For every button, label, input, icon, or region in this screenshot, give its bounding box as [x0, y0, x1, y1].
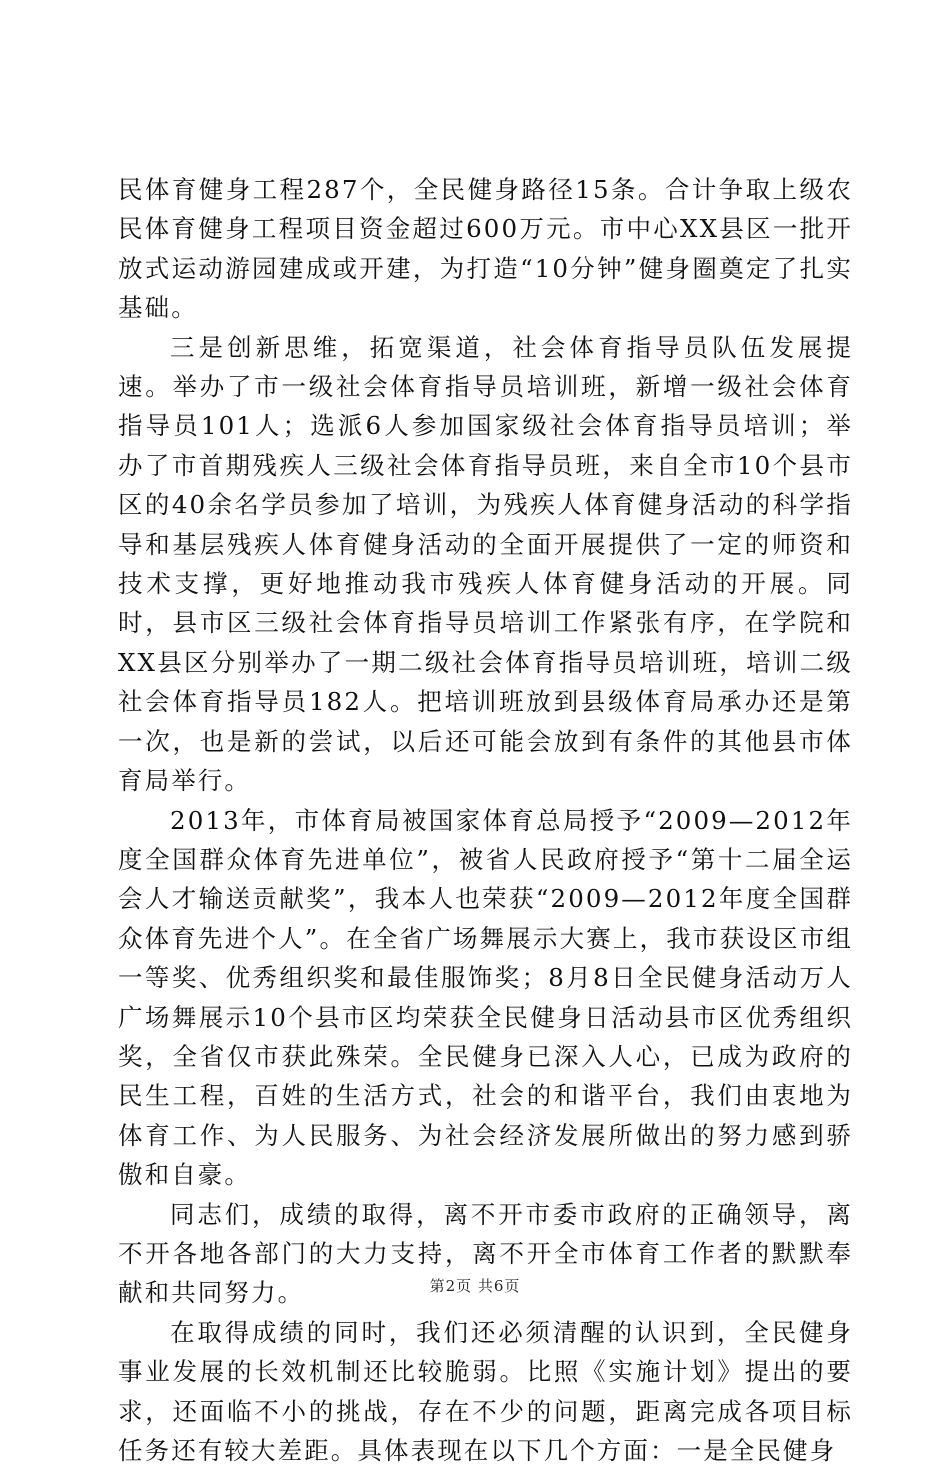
page-number-footer: 第2页 共6页 — [429, 1277, 521, 1295]
paragraph-awards-2013: 2013年，市体育局被国家体育总局授予“2009—2012年度全国群众体育先进单位”，被省人民政府授予“第十二届全运会人才输送贡献奖”，我本人也荣获“2009—2012年度全国群众体育先进个人”。在全省广场舞展示大赛上，我市获设区市组一等奖、优秀组织奖和最佳服饰奖；8月8日全民健身活动万人广场舞展示10个县市区均荣获全民健身日活动县市区优秀组织奖，全省仅市获此殊荣。全民健身已深入人心，已成为政府的民生工程，百姓的生活方式，社会的和谐平台，我们由衷地为体育工作、为人民服务、为社会经济发展所做出的努力感到骄傲和自豪。 — [118, 805, 853, 1190]
paragraph-third-point: 三是创新思维，拓宽渠道，社会体育指导员队伍发展提速。举办了市一级社会体育指导员培训班，新增一级社会体育指导员101人；选派6人参加国家级社会体育指导员培训；举办了市首期残疾人三级社会体育指导员班，来自全市10个县市区的40余名学员参加了培训，为残疾人体育健身活动的科学指导和基层残疾人体育健身活动的全面开展提供了一定的师资和技术支撑，更好地推动我市残疾人体育健身活动的开展。同时，县市区三级社会体育指导员培训工作紧张有序，在学院和XX县区分别举办了一期二级社会体育指导员培训班，培训二级社会体育指导员182人。把培训班放到县级体育局承办还是第一次，也是新的尝试，以后还可能会放到有条件的其他县市体育局举行。 — [118, 332, 853, 796]
paragraph-continuation: 民体育健身工程287个，全民健身路径15条。合计争取上级农民体育健身工程项目资金超过600万元。市中心XX县区一批开放式运动游园建成或开建，为打造“10分钟”健身圈奠定了扎实基础。 — [118, 175, 853, 323]
paragraph-problems: 在取得成绩的同时，我们还必须清醒的认识到，全民健身事业发展的长效机制还比较脆弱。比照《实施计划》提出的要求，还面临不小的挑战，存在不少的问题，距离完成各项目标任务还有较大差距。具体表现在以下几个方面：一是全民健身 — [118, 1317, 853, 1465]
paragraph-thanks: 同志们，成绩的取得，离不开市委市政府的正确领导，离不开各地各部门的大力支持，离不开全市体育工作者的默默奉献和共同努力。 — [118, 1199, 853, 1308]
